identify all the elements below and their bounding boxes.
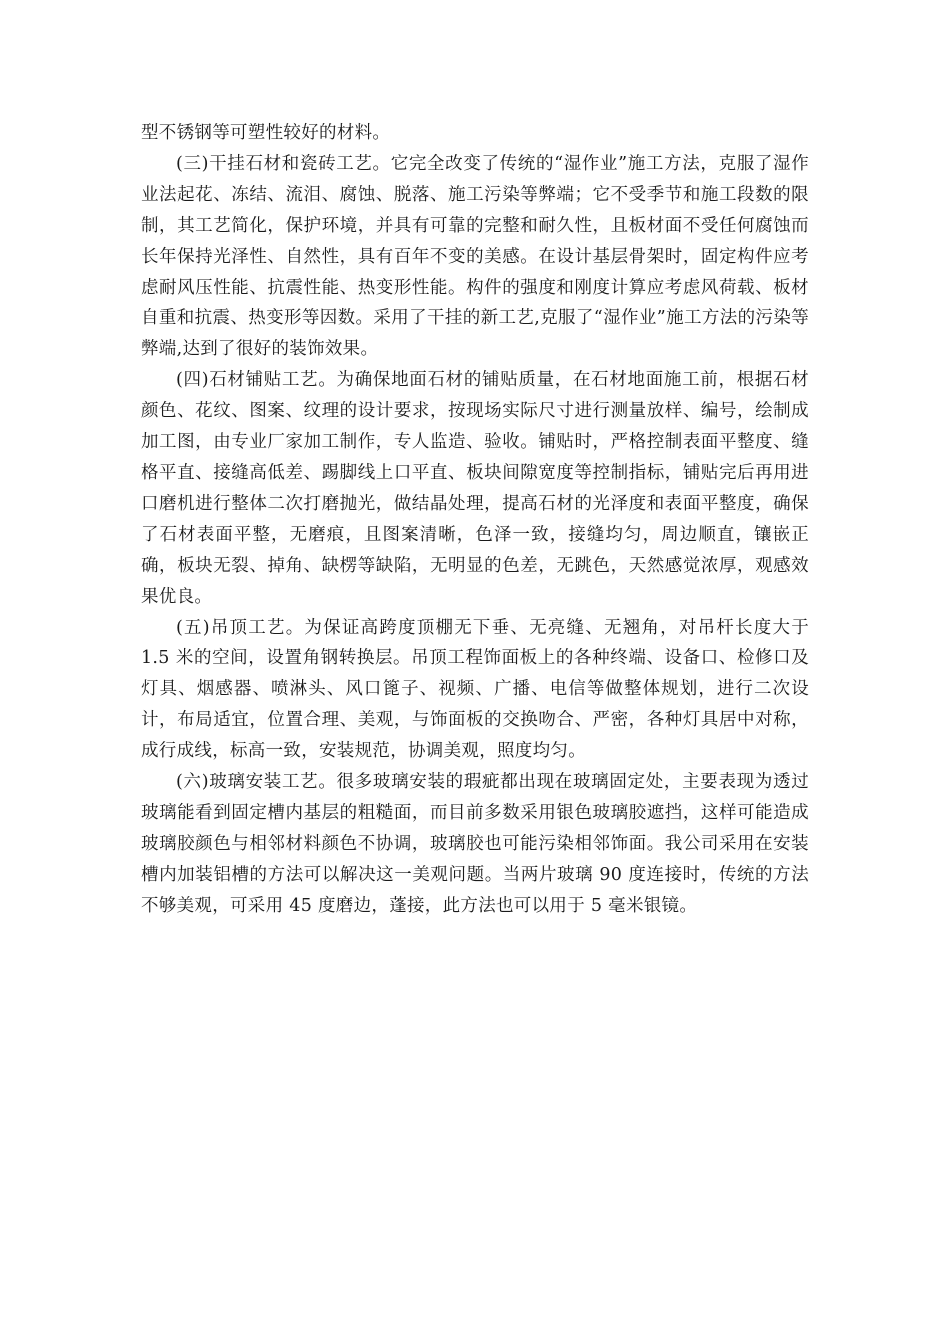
document-body xyxy=(141,118,809,922)
paragraph-glass-installation: (六)玻璃安装工艺。很多玻璃安装的瑕疵都出现在玻璃固定处，主要表现为透过玻璃能看到固定槽内基层的粗糙面，而目前多数采用银色玻璃胶遮挡，这样可能造成玻璃胶颜色与相邻材料颜色不协调，玻璃胶也可能污染相邻饰面。我公司采用在安装槽内加装铝槽的方法可以解决这一美观问题。当两片玻璃 90 度连接时，传统的方法不够美观，可采用 45 度磨边，蓬接，此方法也可以用于 5 毫米银镜。 xyxy=(141,772,809,916)
paragraph-ceiling: (五)吊顶工艺。为保证高跨度顶棚无下垂、无亮缝、无翘角，对吊杆长度大于 1.5 米的空间，设置角钢转换层。吊顶工程饰面板上的各种终端、设备口、检修口及灯具、烟感器、喷淋头、风口篦子、视频、广播、电信等做整体规划，进行二次设计，布局适宜，位置合理、美观，与饰面板的交换吻合、严密，各种灯具居中对称，成行成线，标高一致，安装规范，协调美观，照度均匀。 xyxy=(141,617,809,762)
paragraph-stone-paving: (四)石材铺贴工艺。为确保地面石材的铺贴质量，在石材地面施工前，根据石材颜色、花纹、图案、纹理的设计要求，按现场实际尺寸进行测量放样、编号，绘制成加工图，由专业厂家加工制作，专人监造、验收。铺贴时，严格控制表面平整度、缝格平直、接缝高低差、踢脚线上口平直、板块间隙宽度等控制指标，铺贴完后再用进口磨机进行整体二次打磨抛光，做结晶处理，提高石材的光泽度和表面平整度，确保了石材表面平整，无磨痕，且图案清晰，色泽一致，接缝均匀，周边顺直，镶嵌正确，板块无裂、掉角、缺楞等缺陷，无明显的色差，无跳色，天然感觉浓厚，观感效果优良。 xyxy=(141,370,809,607)
paragraph-dry-hanging-stone: (三)干挂石材和瓷砖工艺。它完全改变了传统的“湿作业”施工方法，克服了湿作业法起花、冻结、流泪、腐蚀、脱落、施工污染等弊端；它不受季节和施工段数的限制，其工艺简化，保护环境，并具有可靠的完整和耐久性，且板材面不受任何腐蚀而长年保持光泽性、自然性，具有百年不变的美感。在设计基层骨架时，固定构件应考虑耐风压性能、抗震性能、热变形性能。构件的强度和刚度计算应考虑风荷载、板材自重和抗震、热变形等因数。采用了干挂的新工艺,克服了“湿作业”施工方法的污染等弊端,达到了很好的装饰效果。 xyxy=(141,153,809,360)
paragraph-continuation: 型不锈钢等可塑性较好的材料。 xyxy=(141,123,391,143)
